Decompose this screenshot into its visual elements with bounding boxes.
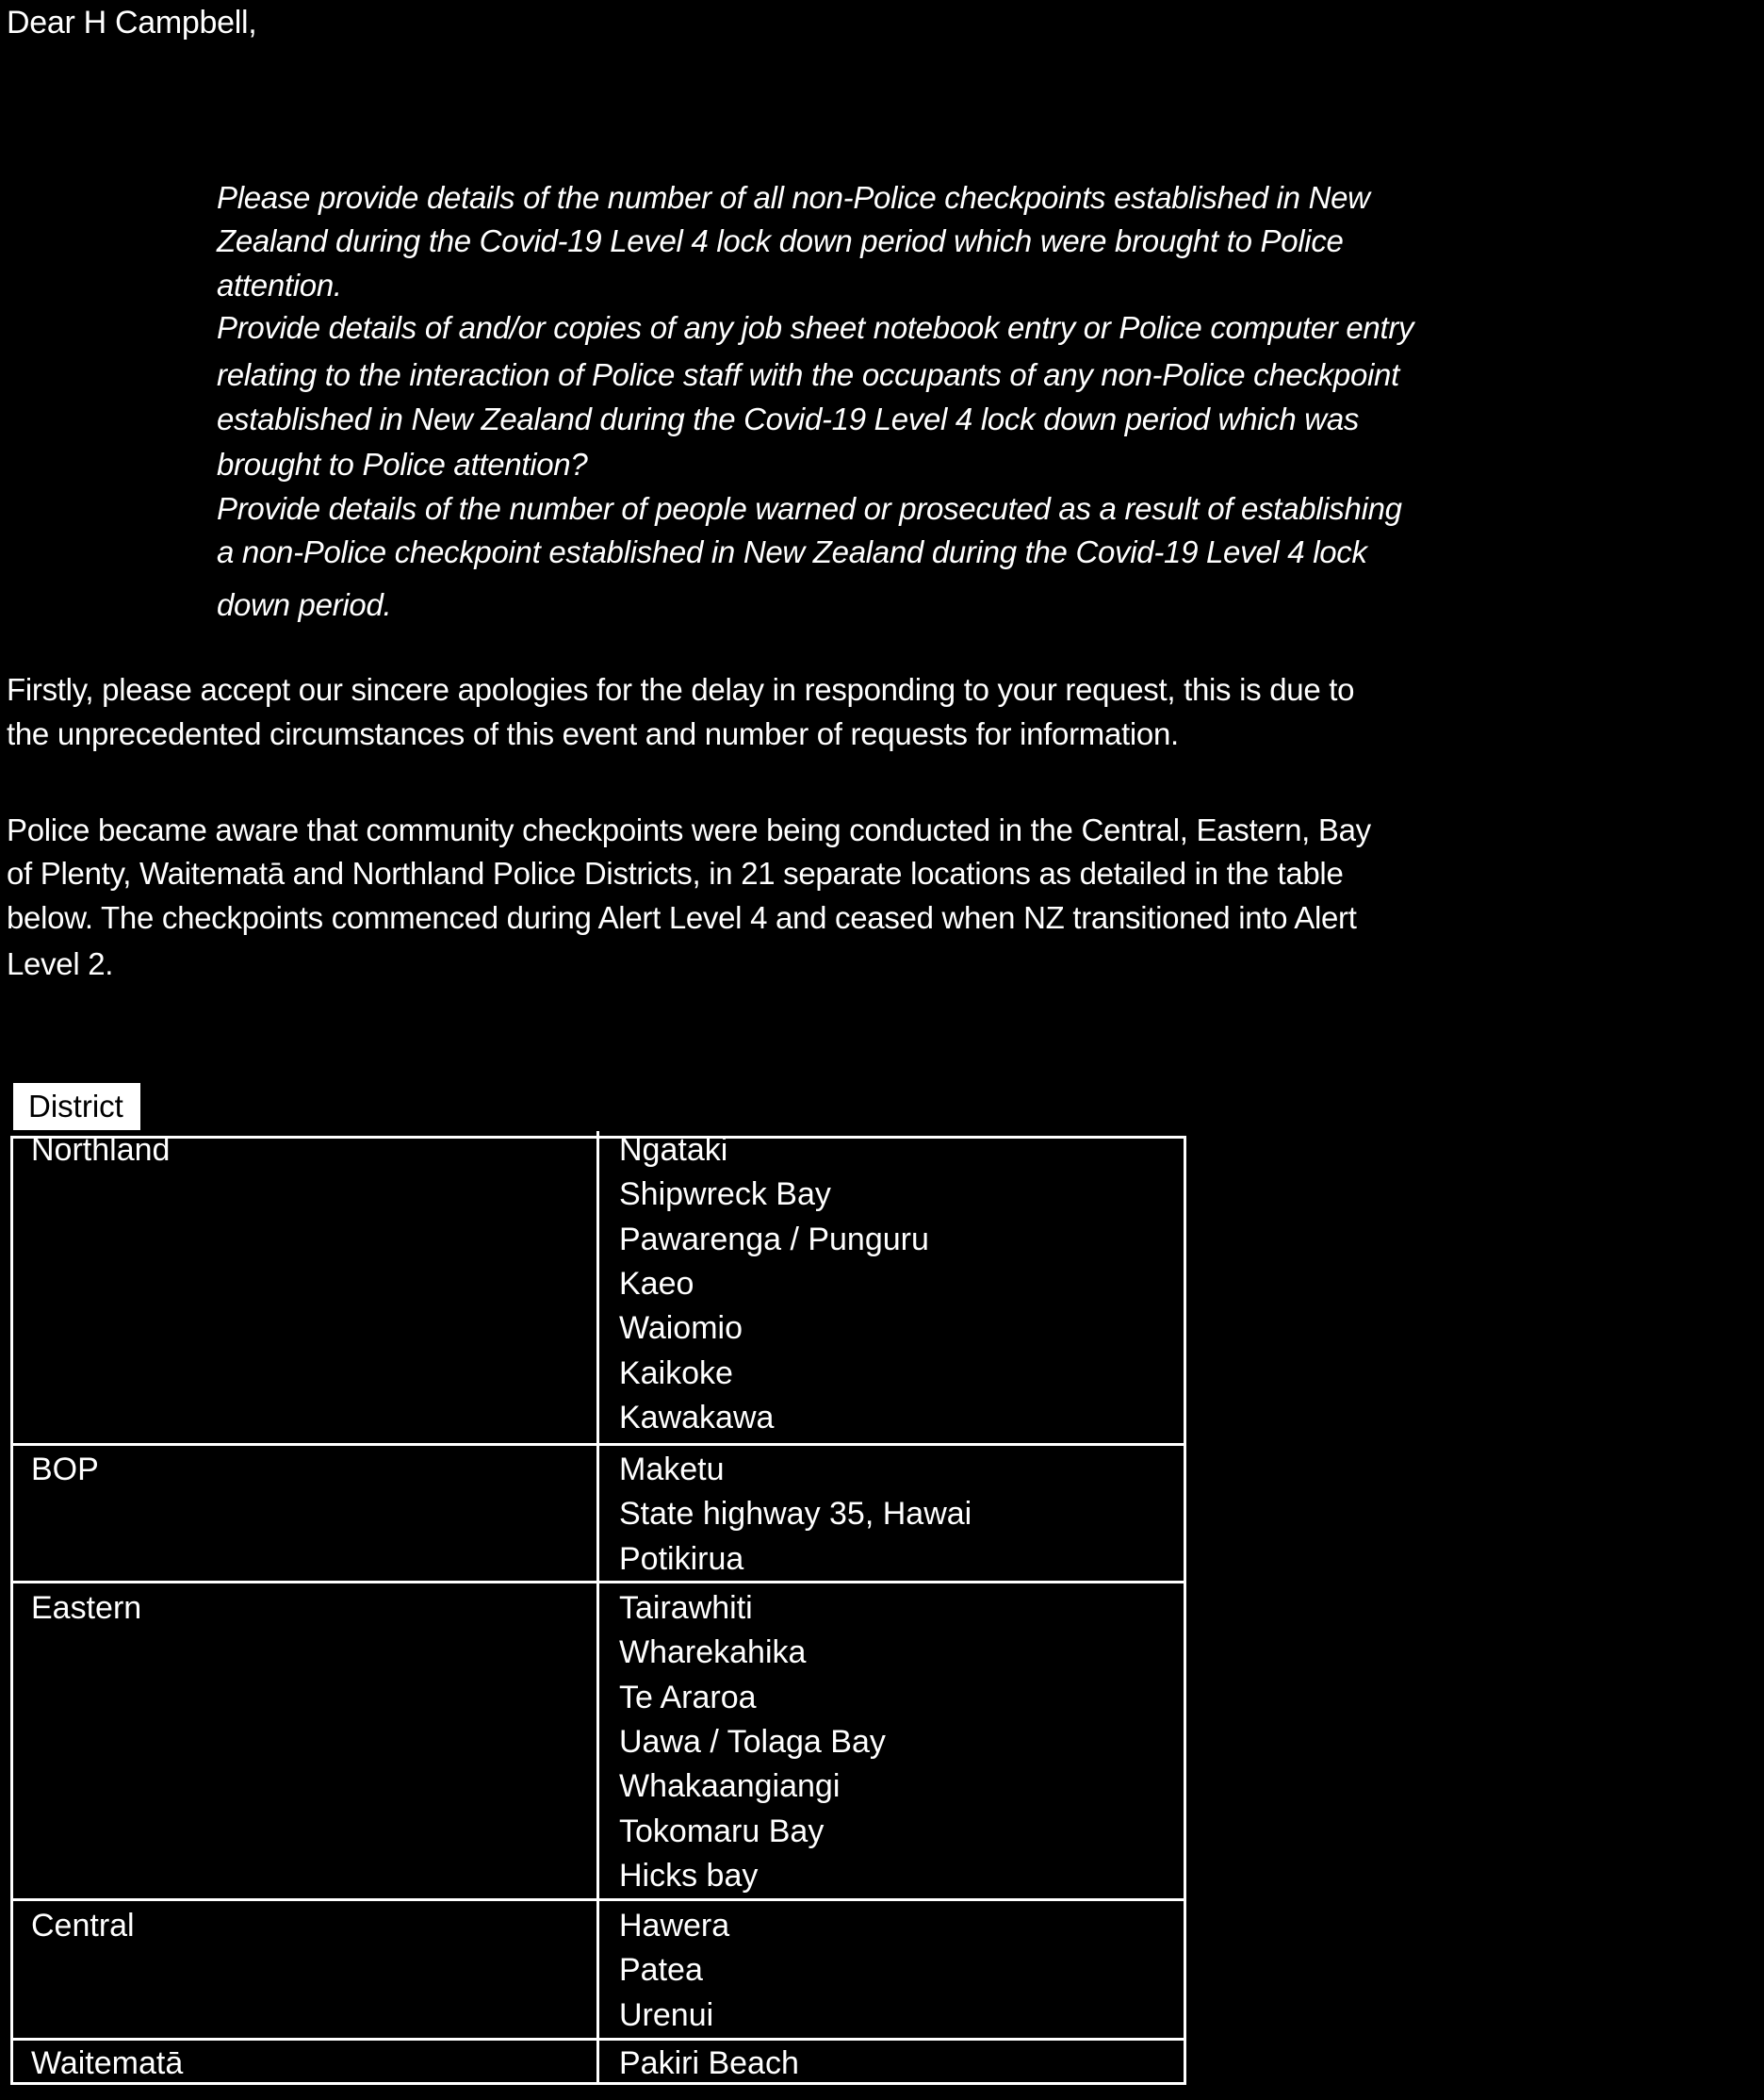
row-divider — [10, 2038, 1186, 2041]
location-cell: Patea — [619, 1952, 703, 1989]
request-line: a non-Police checkpoint established in New Zealand during the Covid-19 Level 4 lock — [217, 534, 1367, 569]
location-cell: Hawera — [619, 1908, 730, 1944]
district-cell: Northland — [31, 1132, 171, 1168]
location-cell: Tokomaru Bay — [619, 1813, 825, 1849]
location-cell: State highway 35, Hawai — [619, 1496, 972, 1533]
request-line: Provide details of and/or copies of any job sheet notebook entry or Police computer entry — [217, 310, 1414, 345]
request-line: brought to Police attention? — [217, 447, 588, 482]
district-cell: Central — [31, 1908, 135, 1944]
location-cell: Maketu — [619, 1452, 725, 1487]
request-line: relating to the interaction of Police staff with the occupants of any non-Police checkpoint — [217, 357, 1399, 392]
info-line: below. The checkpoints commenced during Alert Level 4 and ceased when NZ transitioned into Alert — [7, 900, 1357, 935]
row-divider — [10, 1443, 1186, 1446]
location-cell: Tairawhiti — [619, 1590, 753, 1626]
info-line: Police became aware that community checkpoints were being conducted in the Central, Eastern, Bay — [7, 812, 1371, 847]
location-cell: Potikirua — [619, 1540, 744, 1577]
location-cell: Hicks bay — [619, 1857, 759, 1894]
location-cell: Uawa / Tolaga Bay — [619, 1723, 886, 1760]
apology-line: Firstly, please accept our sincere apologies for the delay in responding to your request, this is due to — [7, 672, 1355, 707]
location-cell: Kawakawa — [619, 1399, 775, 1436]
location-cell: Urenui — [619, 1996, 714, 2033]
info-line: of Plenty, Waitematā and Northland Police Districts, in 21 separate locations as detailed in the table — [7, 856, 1344, 891]
request-line: attention. — [217, 268, 342, 303]
greeting: Dear H Campbell, — [7, 5, 257, 41]
district-cell: BOP — [31, 1452, 99, 1487]
table-header-district: District — [13, 1083, 140, 1130]
location-cell: Kaeo — [619, 1265, 694, 1302]
location-cell: Shipwreck Bay — [619, 1176, 831, 1213]
row-divider — [10, 1898, 1186, 1901]
location-cell: Pawarenga / Punguru — [619, 1221, 929, 1257]
location-cell: Wharekahika — [619, 1634, 807, 1671]
location-cell: Waiomio — [619, 1310, 743, 1347]
apology-line: the unprecedented circumstances of this event and number of requests for information. — [7, 716, 1179, 751]
location-cell: Whakaangiangi — [619, 1768, 841, 1805]
location-cell: Pakiri Beach — [619, 2045, 799, 2081]
location-cell: Ngataki — [619, 1132, 728, 1168]
request-line: Please provide details of the number of all non-Police checkpoints established in New — [217, 180, 1370, 215]
info-line: Level 2. — [7, 946, 114, 981]
request-line: down period. — [217, 587, 392, 622]
column-divider — [596, 1131, 599, 2085]
location-cell: Kaikoke — [619, 1354, 733, 1391]
row-divider — [10, 1581, 1186, 1583]
request-line: established in New Zealand during the Covid-19 Level 4 lock down period which was — [217, 402, 1360, 436]
request-line: Provide details of the number of people warned or prosecuted as a result of establishing — [217, 491, 1402, 526]
request-line: Zealand during the Covid-19 Level 4 lock down period which were brought to Police — [217, 223, 1344, 258]
district-cell: Waitematā — [31, 2045, 184, 2081]
district-cell: Eastern — [31, 1590, 142, 1626]
location-cell: Te Araroa — [619, 1679, 757, 1715]
